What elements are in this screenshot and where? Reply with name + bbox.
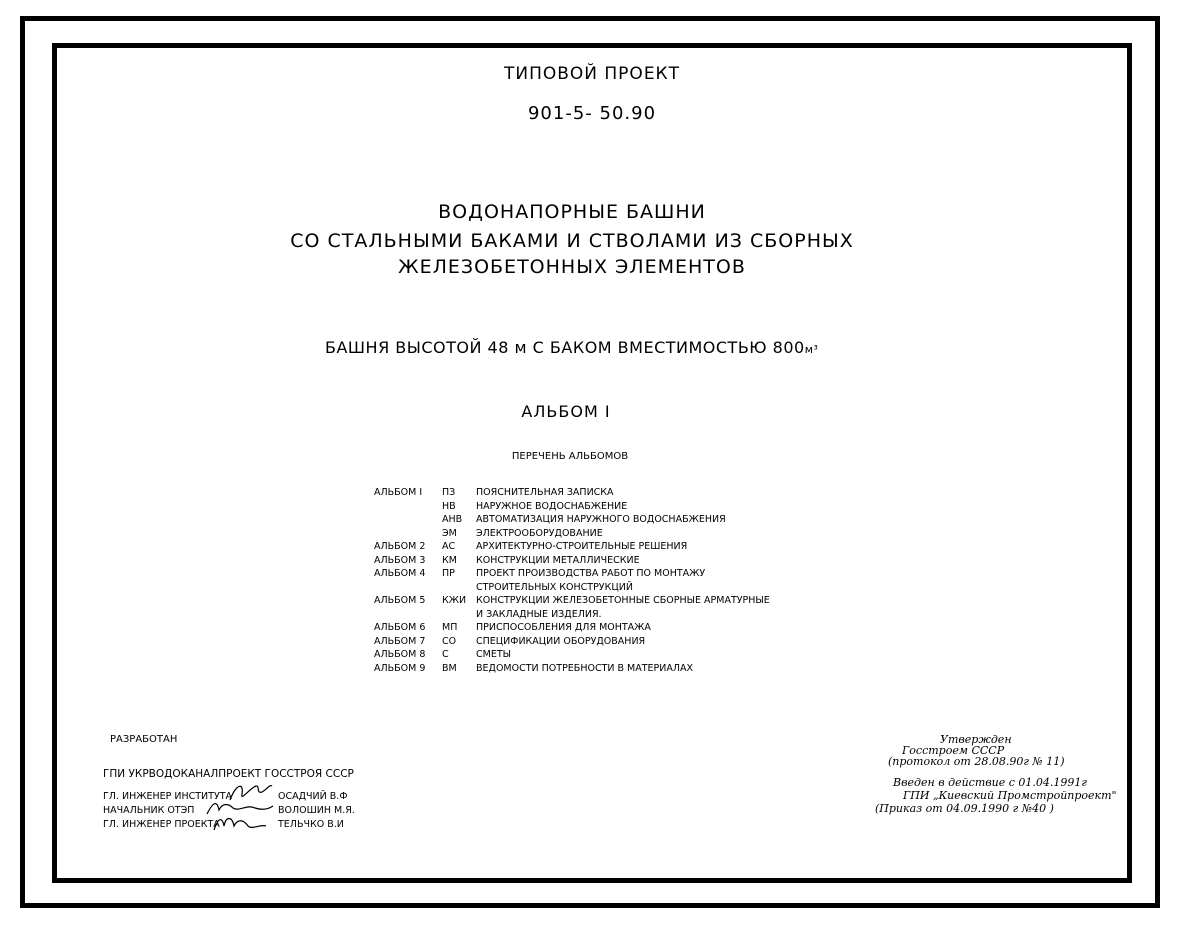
table-row (374, 621, 776, 635)
type-project-label: ТИПОВОЙ ПРОЕКТ (503, 64, 681, 84)
enactment-order: (Приказ от 04.09.1990 г №40 ) (875, 802, 1054, 815)
table-row (374, 662, 776, 676)
subtitle-unit: м³ (804, 343, 819, 356)
name-department-head: ВОЛОШИН М.Я. (278, 805, 355, 816)
album-code: АНВ (442, 514, 463, 525)
album-number (374, 513, 442, 527)
table-row (374, 635, 776, 649)
album-description: ЭЛЕКТРООБОРУДОВАНИЕ (476, 527, 603, 539)
table-row (374, 608, 776, 622)
album-number (374, 527, 442, 541)
table-row (374, 554, 776, 568)
album-description: ПРОЕКТ ПРОИЗВОДСТВА РАБОТ ПО МОНТАЖУ (476, 568, 706, 579)
album-code: СО (442, 635, 457, 647)
album-description: НАРУЖНОЕ ВОДОСНАБЖЕНИЕ (476, 500, 628, 512)
subtitle (325, 338, 818, 357)
table-row (374, 500, 776, 514)
album-number: АЛЬБОМ 7 (374, 635, 426, 647)
name-chief-engineer-institute: ОСАДЧИЙ В.Ф (278, 791, 348, 802)
album-description: ПРИСПОСОБЛЕНИЯ ДЛЯ МОНТАЖА (476, 622, 651, 633)
table-row (374, 581, 776, 595)
role-chief-engineer-institute: ГЛ. ИНЖЕНЕР ИНСТИТУТА (103, 791, 233, 802)
album-number: АЛЬБОМ 5 (374, 595, 426, 606)
table-row (374, 567, 776, 581)
approval-protocol: (протокол от 28.08.90г № 11) (888, 755, 1065, 768)
album-description: ПОЯСНИТЕЛЬНАЯ ЗАПИСКА (476, 487, 614, 498)
album-number: АЛЬБОМ 3 (374, 554, 426, 566)
album-number: АЛЬБОМ 9 (374, 662, 426, 674)
album-number: АЛЬБОМ I (374, 487, 423, 498)
album-description: СПЕЦИФИКАЦИИ ОБОРУДОВАНИЯ (476, 635, 646, 647)
album-description: СМЕТЫ (476, 649, 512, 660)
enacting-org: ГПИ „Киевский Промстройпроект" (903, 789, 1117, 802)
album-number: АЛЬБОМ 2 (374, 541, 426, 552)
table-row (374, 527, 776, 541)
title-line-2: СО СТАЛЬНЫМИ БАКАМИ И СТВОЛАМИ ИЗ СБОРНЫХ (290, 230, 854, 252)
approved-label: Утвержден (940, 733, 1012, 746)
album-code: С (442, 649, 449, 660)
album-number: АЛЬБОМ 6 (374, 622, 426, 633)
developer-org: ГПИ УКРВОДОКАНАЛПРОЕКТ ГОССТРОЯ СССР (103, 768, 354, 780)
album-code: КЖИ (442, 595, 467, 606)
albums-table (374, 486, 776, 675)
album-code: ВМ (442, 662, 457, 674)
album-description: И ЗАКЛАДНЫЕ ИЗДЕЛИЯ. (476, 608, 602, 620)
album-description: АВТОМАТИЗАЦИЯ НАРУЖНОГО ВОДОСНАБЖЕНИЯ (476, 514, 726, 525)
name-chief-project-engineer: ТЕЛЬЧКО В.И (278, 819, 344, 830)
album-code: МП (442, 622, 458, 633)
table-row (374, 594, 776, 608)
album-code: КМ (442, 554, 457, 566)
title-line-3: ЖЕЛЕЗОБЕТОННЫХ ЭЛЕМЕНТОВ (398, 256, 746, 278)
album-description: АРХИТЕКТУРНО-СТРОИТЕЛЬНЫЕ РЕШЕНИЯ (476, 541, 688, 552)
albums-list-heading: ПЕРЕЧЕНЬ АЛЬБОМОВ (511, 451, 629, 462)
project-number: 901-5- 50.90 (527, 103, 657, 124)
album-number (374, 608, 442, 622)
role-department-head: НАЧАЛЬНИК ОТЭП (103, 805, 195, 816)
album-code (442, 581, 476, 595)
album-number: АЛЬБОМ 4 (374, 568, 426, 579)
album-code: АС (442, 541, 456, 552)
album-description: СТРОИТЕЛЬНЫХ КОНСТРУКЦИЙ (476, 581, 633, 593)
album-description: КОНСТРУКЦИИ МЕТАЛЛИЧЕСКИЕ (476, 554, 640, 566)
album-code: НВ (442, 500, 456, 512)
developed-label: РАЗРАБОТАН (110, 734, 178, 745)
subtitle-text: БАШНЯ ВЫСОТОЙ 48 м С БАКОМ ВМЕСТИМОСТЬЮ 800 (325, 338, 805, 357)
role-chief-project-engineer: ГЛ. ИНЖЕНЕР ПРОЕКТА (103, 819, 220, 830)
album-description: ВЕДОМОСТИ ПОТРЕБНОСТИ В МАТЕРИАЛАХ (476, 662, 694, 674)
title-line-1: ВОДОНАПОРНЫЕ БАШНИ (438, 201, 706, 223)
table-row (374, 486, 776, 500)
album-number: АЛЬБОМ 8 (374, 649, 426, 660)
enacted-date: Введен в действие с 01.04.1991г (893, 776, 1087, 789)
album-code: ПР (442, 568, 455, 579)
album-code: ПЗ (442, 487, 456, 498)
album-number (374, 500, 442, 514)
table-row (374, 540, 776, 554)
table-row (374, 648, 776, 662)
album-code (442, 608, 476, 622)
table-row (374, 513, 776, 527)
approved-by: Госстроем СССР (902, 744, 1005, 757)
album-code: ЭМ (442, 527, 457, 539)
signature-3 (210, 812, 270, 834)
album-description: КОНСТРУКЦИИ ЖЕЛЕЗОБЕТОННЫЕ СБОРНЫЕ АРМАТУРНЫЕ (476, 595, 770, 606)
album-number (374, 581, 442, 595)
album-label: АЛЬБОМ I (521, 402, 611, 421)
